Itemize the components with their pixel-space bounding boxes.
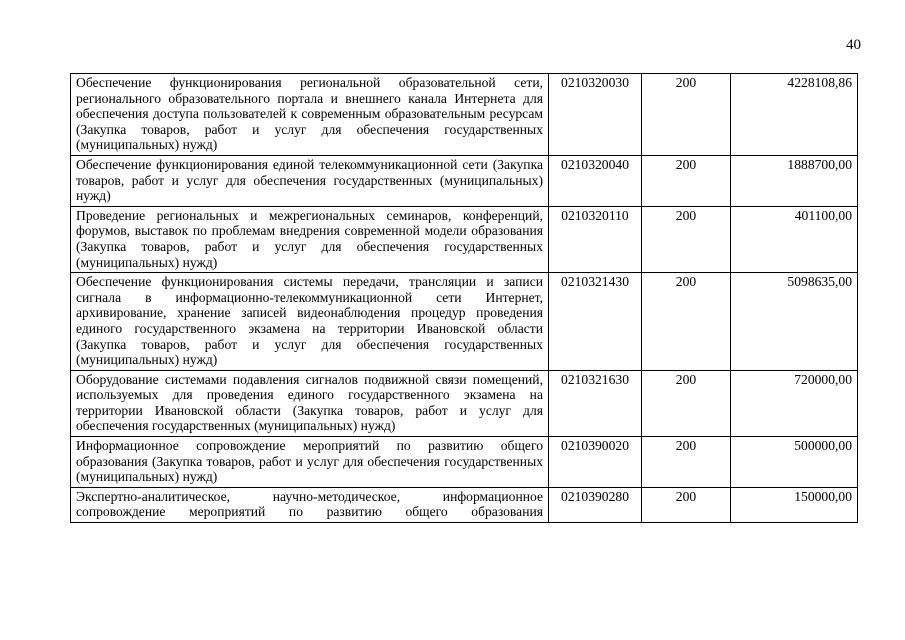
row-expense-type: 200 [642, 74, 731, 156]
row-target-code: 0210320040 [549, 155, 642, 206]
row-amount: 4228108,86 [731, 74, 858, 156]
table-row [71, 370, 858, 436]
row-amount: 5098635,00 [731, 273, 858, 371]
row-description: Обеспечение функционирования единой телекоммуникационной сети (Закупка товаров, работ и услуг для обеспечения государственных (муниципальных) нужд) [71, 155, 549, 206]
row-target-code: 0210390280 [549, 487, 642, 522]
row-target-code: 0210320110 [549, 206, 642, 272]
page-number: 40 [846, 37, 861, 53]
row-description: Обеспечение функционирования региональной образовательной сети, регионального образовательного портала и внешнего канала Интернета для обеспечения доступа пользователей к современным образовательным ресурсам (Закупка товаров, работ и услуг для обеспечения государственных (муниципальных) нужд) [71, 74, 549, 156]
row-amount: 720000,00 [731, 370, 858, 436]
row-target-code: 0210321630 [549, 370, 642, 436]
row-amount: 401100,00 [731, 206, 858, 272]
row-description: Проведение региональных и межрегиональных семинаров, конференций, форумов, выставок по проблемам внедрения современной модели образования (Закупка товаров, работ и услуг для обеспечения государственных (муниципальных) нужд) [71, 206, 549, 272]
table-row [71, 487, 858, 522]
table-row [71, 273, 858, 371]
row-expense-type: 200 [642, 273, 731, 371]
row-amount: 150000,00 [731, 487, 858, 522]
table-row [71, 74, 858, 156]
row-target-code: 0210321430 [549, 273, 642, 371]
row-expense-type: 200 [642, 370, 731, 436]
row-expense-type: 200 [642, 487, 731, 522]
row-expense-type: 200 [642, 437, 731, 488]
row-target-code: 0210390020 [549, 437, 642, 488]
row-description: Экспертно-аналитическое, научно-методическое, информационное сопровождение мероприятий по развитию общего образования [71, 487, 549, 522]
table-row [71, 437, 858, 488]
row-expense-type: 200 [642, 206, 731, 272]
row-description: Обеспечение функционирования системы передачи, трансляции и записи сигнала в информационно-телекоммуникационной сети Интернет, архивирование, хранение записей видеонаблюдения процедур проведения единого государственного экзамена на территории Ивановской области (Закупка товаров, работ и услуг для обеспечения государственных (муниципальных) нужд) [71, 273, 549, 371]
row-expense-type: 200 [642, 155, 731, 206]
row-amount: 1888700,00 [731, 155, 858, 206]
table-row [71, 155, 858, 206]
row-amount: 500000,00 [731, 437, 858, 488]
row-description: Информационное сопровождение мероприятий по развитию общего образования (Закупка товаров, работ и услуг для обеспечения государственных (муниципальных) нужд) [71, 437, 549, 488]
row-description: Оборудование системами подавления сигналов подвижной связи помещений, используемых для проведения единого государственного экзамена на территории Ивановской области (Закупка товаров, работ и услуг для обеспечения государственных (муниципальных) нужд) [71, 370, 549, 436]
row-target-code: 0210320030 [549, 74, 642, 156]
budget-table [70, 73, 858, 523]
table-row [71, 206, 858, 272]
